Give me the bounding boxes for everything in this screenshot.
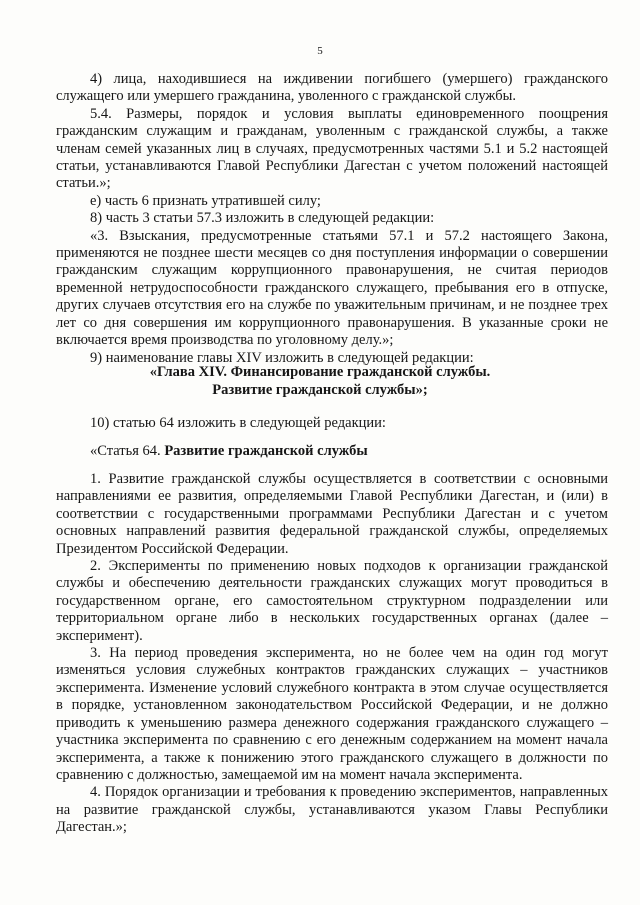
page-number: 5 bbox=[317, 45, 323, 57]
paragraph-item-9: 9) наименование главы XIV изложить в следующей редакции: bbox=[90, 349, 474, 366]
item-10-block bbox=[56, 415, 608, 432]
article-prefix: «Статья 64. bbox=[90, 443, 161, 459]
chapter-heading-line1: «Глава XIV. Финансирование гражданской службы. bbox=[149, 364, 491, 380]
article-heading-block bbox=[56, 443, 608, 460]
paragraph-sanctions: «3. Взыскания, предусмотренные статьями 57.1 и 57.2 настоящего Закона, применяются не позднее шести месяцев со дня поступления информации о совершении гражданским служащим коррупционного правонарушения, не считая периодов временной нетрудоспособности гражданского служащего, пребывания его в отпуске, других случаев отсутствия его на службе по уважительным причинам, и не позднее трех лет со дня совершения им коррупционного правонарушения. В указанные сроки не включается время производства по уголовному делу.»; bbox=[56, 227, 608, 349]
article-body bbox=[56, 471, 608, 837]
top-section bbox=[56, 71, 608, 367]
paragraph-dependents: 4) лица, находившиеся на иждивении погибшего (умершего) гражданского служащего или умершего гражданина, уволенного с гражданской службы. bbox=[56, 71, 608, 105]
chapter-heading-line2: Развитие гражданской службы»; bbox=[212, 382, 428, 398]
paragraph-5-4: 5.4. Размеры, порядок и условия выплаты единовременного поощрения гражданским служащим и гражданам, уволенным с гражданской службы, а также членам семей указанных лиц в случаях, предусмотренных частями 5.1 и 5.2 настоящей статьи, устанавливаются Главой Республики Дагестан с учетом положений настоящей статьи.»; bbox=[56, 105, 608, 192]
article-paragraph-3: 3. На период проведения эксперимента, но не более чем на один год могут изменяться условия служебных контрактов гражданских служащих – участников эксперимента. Изменение условий служебного контракта в этом случае осуществляется в порядке, установленном законодательством Российской Федерации, и не должно приводить к уменьшению размера денежного содержания гражданского служащего – участника эксперимента по сравнению с его денежным содержанием на момент начала эксперимента, а также к понижению этого гражданского служащего в должности по сравнению с должностью, замещаемой им на момент начала эксперимента. bbox=[56, 645, 608, 783]
article-heading bbox=[56, 443, 608, 460]
article-title: Развитие гражданской службы bbox=[164, 443, 368, 459]
article-paragraph-1: 1. Развитие гражданской службы осуществляется в соответствии с основными направлениями ее развития, определяемыми Главой Республики Дагестан, и (или) в соответствии с государственными программами Республики Дагестан и с учетом основных направлений развития федеральной гражданской службы, определяемых Президентом Российской Федерации. bbox=[56, 471, 608, 557]
paragraph-item-10: 10) статью 64 изложить в следующей редакции: bbox=[90, 415, 386, 431]
paragraph-item-8: 8) часть 3 статьи 57.3 изложить в следующей редакции: bbox=[90, 210, 435, 227]
paragraph-part-6: е) часть 6 признать утратившей силу; bbox=[90, 192, 321, 209]
chapter-heading bbox=[0, 363, 640, 399]
article-paragraph-4: 4. Порядок организации и требования к проведению экспериментов, направленных на развитие гражданской службы, устанавливаются указом Главы Республики Дагестан.»; bbox=[56, 784, 608, 836]
article-paragraph-2: 2. Эксперименты по применению новых подходов к организации гражданской службы и обеспечению деятельности гражданских служащих могут проводиться в государственном органе, его самостоятельном структурном подразделении или территориальном органе либо в нескольких государственных органах (далее – эксперимент). bbox=[56, 558, 608, 644]
